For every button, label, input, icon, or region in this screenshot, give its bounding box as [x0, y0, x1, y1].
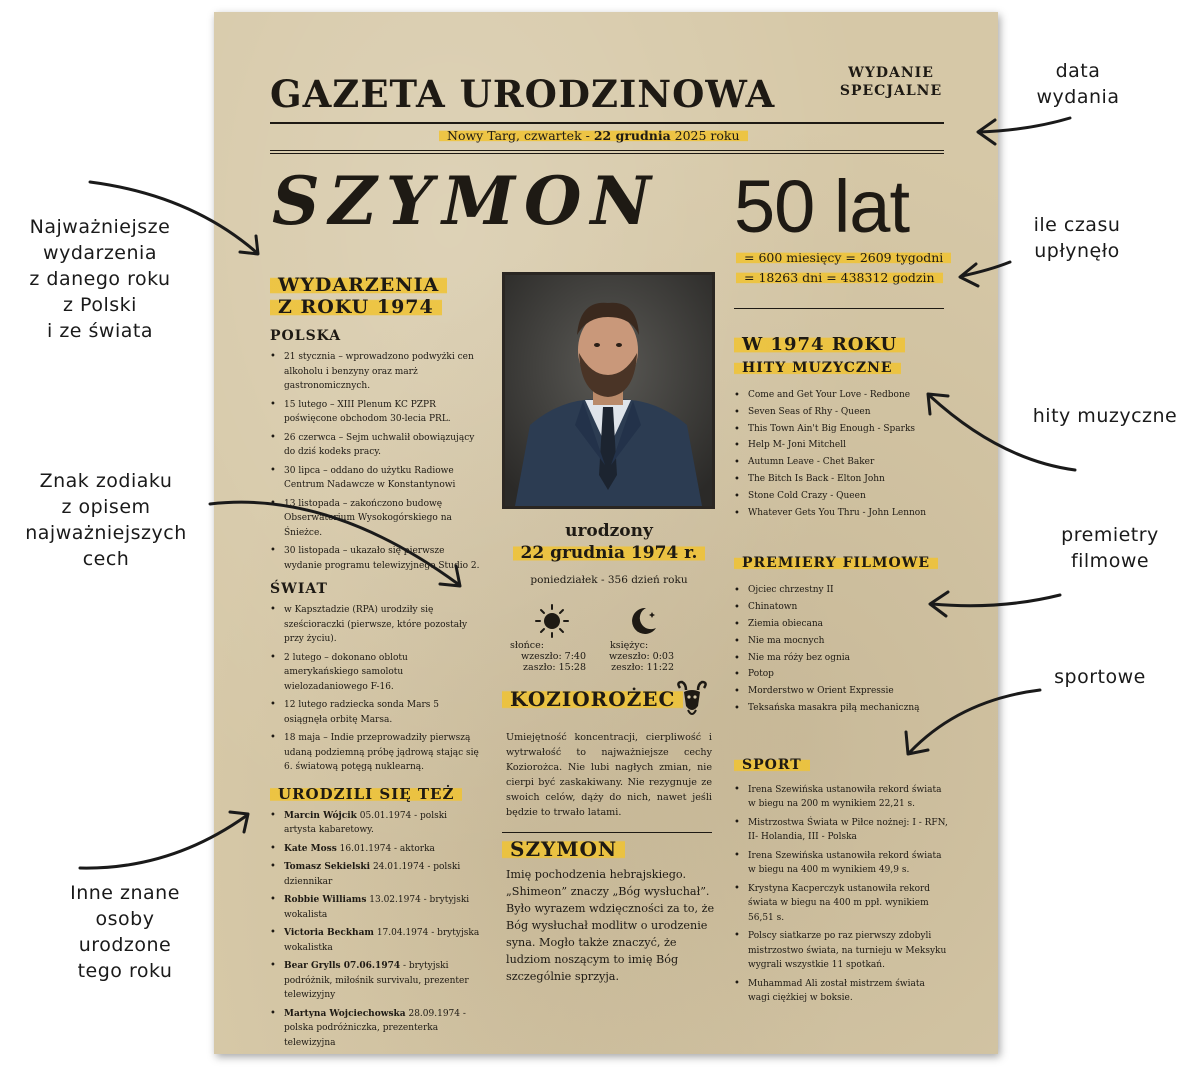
born-person-name: Tomasz Sekielski — [284, 862, 371, 872]
moon-label: księżyc: — [610, 640, 649, 651]
born-person-name: Kate Moss — [284, 843, 337, 854]
music-hit-item: • Come and Get Your Love - Redbone — [734, 388, 949, 404]
year-title-text: W 1974 ROKU — [734, 334, 905, 355]
world-event-item: • 18 maja – Indie przeprowadziły pierwszą udaną podziemną próbę jądrową stając się 6. światową potęgą nuklearną. — [270, 731, 480, 775]
film-premiere-item: • Chinatown — [734, 600, 949, 616]
events-title-line-2: Z ROKU 1974 — [270, 296, 442, 318]
world-event-item: • 2 lutego – dokonano oblotu amerykańskiego samolotu wielozadaniowego F-16. — [270, 651, 480, 695]
poland-title: POLSKA — [270, 328, 342, 344]
born-person-name: Marcin Wójcik — [284, 810, 357, 821]
born-person-name: Martyna Wojciechowska — [284, 1008, 406, 1019]
sport-event-item: • Krystyna Kacperczyk ustanowiła rekord świata w biegu na 400 m ppł. wynikiem 56,51 s. — [734, 882, 949, 926]
born-person-details: 17.04.1974 - brytyjska wokalistka — [284, 928, 480, 953]
annotation-events-line-1: Najważniejsze — [29, 216, 171, 238]
born-person-details: 13.02.1974 - brytyjski wokalista — [284, 895, 470, 920]
film-premiere-item: • Teksańska masakra piłą mechaniczną — [734, 701, 949, 717]
edition-line-2: SPECJALNE — [839, 83, 943, 99]
name-meaning-title-text: SZYMON — [502, 837, 625, 861]
annotation-others-line-3: urodzone — [78, 934, 172, 956]
sunset-time: zaszło: 15:28 — [523, 662, 586, 673]
edition-line-1: WYDANIE — [848, 65, 934, 81]
arrow-events — [90, 182, 256, 252]
zodiac-description: Umiejętność koncentracji, cierpliwość i wytrwałość to najważniejsze cechy Koziorożca. Nie lubi nagłych zmian, nie cierpi być zaskakiwany. Nie rezygnuje ze swoich celów, dąży do nich, nawet jeśli będzie to trwało latami. — [506, 732, 712, 818]
annotation-release-date-line-1: data — [1055, 60, 1101, 82]
born-person-name: Victoria Beckham — [284, 928, 374, 938]
arrow-zodiac — [210, 502, 458, 584]
film-premiere-item: • Nie ma róży bez ognia — [734, 651, 949, 667]
annotation-events-line-2: wydarzenia — [43, 242, 157, 264]
born-too-title-text: URODZILI SIĘ TEŻ — [270, 785, 462, 803]
sport-event-item: • Polscy siatkarze po raz pierwszy zdobyli mistrzostwo świata, na turnieju w Meksyku wygrali wszystkie 11 spotkań. — [734, 929, 949, 973]
born-person-name: Robbie Williams — [284, 895, 367, 905]
born-label: urodzony — [565, 521, 653, 541]
music-hit-item: • Seven Seas of Rhy - Queen — [734, 405, 949, 421]
born-person-details: 28.09.1974 - polska podróżniczka, prezenterka telewizyjna — [284, 1008, 466, 1048]
annotation-others-line-1: Inne znane — [70, 882, 180, 904]
events-title-line-1: WYDARZENIA — [270, 274, 447, 296]
annotation-zodiac-line-1: Znak zodiaku — [39, 470, 173, 492]
sport-title-text: SPORT — [734, 757, 810, 773]
sport-event-item: • Irena Szewińska ustanowiła rekord świata w biegu na 200 m wynikiem 22,21 s. — [734, 783, 949, 812]
annotation-elapsed-line-2: upłynęło — [1034, 240, 1120, 262]
born-date-text: 22 grudnia 1974 r. — [513, 543, 706, 563]
world-event-item: • w Kapsztadzie (RPA) urodziły się sześcioraczki (pierwsze, które pozostały przy życiu). — [270, 603, 480, 647]
music-hit-item: • Help M- Joni Mitchell — [734, 438, 949, 454]
moonrise-time: wzeszło: 0:03 — [609, 651, 674, 662]
music-hit-item: • Stone Cold Crazy - Queen — [734, 489, 949, 505]
world-event-item: • 12 lutego radziecka sonda Mars 5 osiągnęła orbitę Marsa. — [270, 698, 480, 727]
poland-event-item: • 30 listopada – ukazało się pierwsze wydanie programu telewizyjnego Studio 2. — [270, 544, 480, 573]
masthead-title: GAZETA URODZINOWA — [270, 72, 776, 116]
film-premiere-item: • Nie ma mocnych — [734, 634, 949, 650]
film-premiere-item: • Ojciec chrzestny II — [734, 583, 949, 599]
annotation-zodiac-line-2: z opisem — [61, 496, 151, 518]
film-premiere-item: • Ziemia obiecana — [734, 617, 949, 633]
annotation-events-line-3: z danego roku — [29, 268, 171, 290]
weekday-line: poniedziałek - 356 dzień roku — [530, 574, 688, 586]
elapsed-line-1: = 600 miesięcy = 2609 tygodni — [736, 250, 951, 265]
annotation-others-line-2: osoby — [95, 908, 155, 930]
poland-event-item: • 15 lutego – XIII Plenum KC PZPR poświęcone obchodom 30-lecia PRL. — [270, 398, 480, 427]
sport-event-item: • Muhammad Ali został mistrzem świata wagi ciężkiej w boksie. — [734, 977, 949, 1006]
annotation-elapsed-line-1: ile czasu — [1033, 214, 1121, 236]
music-hit-item: • The Bitch Is Back - Elton John — [734, 472, 949, 488]
annotation-zodiac-line-3: najważniejszych — [25, 522, 187, 544]
annotation-zodiac-line-4: cech — [82, 548, 130, 570]
arrow-others — [80, 816, 246, 868]
born-person-details: - brytyjski podróżnik, miłośnik survivalu, prezenter telewizyjny — [284, 961, 469, 1000]
name-meaning-text: Imię pochodzenia hebrajskiego. „Shimeon” znaczy „Bóg wysłuchał”. Było wyrazem wdzięczności za to, że Bóg wysłuchał modlitw o urodzenie syna. Mogło także znaczyć, że ludziom noszącym to imię Bóg szczególnie sprzyja. — [506, 868, 715, 983]
moonset-time: zeszło: 11:22 — [611, 662, 674, 673]
headline-name: SZYMON — [272, 162, 660, 240]
music-title-text: HITY MUZYCZNE — [734, 360, 901, 376]
born-person-details: 05.01.1974 - polski artysta kabaretowy. — [284, 810, 448, 835]
born-person-details: 16.01.1974 - aktorka — [336, 843, 435, 854]
headline-age: 50 lat — [734, 165, 910, 248]
born-person-details: 24.01.1974 - polski dziennikar — [284, 862, 461, 887]
annotation-others-line-4: tego roku — [77, 960, 173, 982]
annotation-events-line-5: i ze świata — [47, 320, 153, 342]
annotation-sport-line-1: sportowe — [1054, 666, 1146, 688]
annotation-music-line-1: hity muzyczne — [1032, 405, 1178, 427]
poland-event-item: • 30 lipca – oddano do użytku Radiowe Centrum Nadawcze w Konstantynowi — [270, 464, 480, 493]
sunrise-time: wzeszło: 7:40 — [521, 651, 586, 662]
dateline-suffix: 2025 roku — [670, 128, 740, 143]
dateline-date: 22 grudnia — [593, 128, 671, 143]
music-hit-item: • Autumn Leave - Chet Baker — [734, 455, 949, 471]
annotation-events-line-4: z Polski — [63, 294, 137, 316]
poland-event-item: • 21 stycznia – wprowadzono podwyżki cen alkoholu i benzyny oraz marż gastronomicznych. — [270, 350, 480, 394]
films-title-text: PREMIERY FILMOWE — [734, 555, 938, 571]
annotation-films-line-1: premietry — [1061, 524, 1159, 546]
arrow-music — [930, 396, 1075, 470]
annotation-release-date-line-2: wydania — [1036, 86, 1120, 108]
arrow-sport — [910, 690, 1040, 752]
music-hit-item: • Whatever Gets You Thru - John Lennon — [734, 506, 949, 522]
born-person-name: Bear Grylls 07.06.1974 — [284, 961, 401, 971]
elapsed-line-2: = 18263 dni = 438312 godzin — [736, 270, 943, 285]
zodiac-title-text: KOZIOROŻEC — [502, 687, 683, 711]
sun-label: słońce: — [510, 640, 544, 651]
annotation-films-line-2: filmowe — [1070, 550, 1150, 572]
world-title: ŚWIAT — [270, 581, 328, 597]
sport-event-item: • Irena Szewińska ustanowiła rekord świata w biegu na 400 m wynikiem 49,9 s. — [734, 849, 949, 878]
arrow-films — [932, 595, 1060, 606]
music-hit-item: • This Town Ain't Big Enough - Sparks — [734, 422, 949, 438]
poland-event-item: • 26 czerwca – Sejm uchwalił obowiązujący do dziś kodeks pracy. — [270, 431, 480, 460]
sport-event-item: • Mistrzostwa Świata w Piłce nożnej: I - RFN, II- Holandia, III - Polska — [734, 816, 949, 845]
dateline-prefix: Nowy Targ, czwartek - — [447, 128, 594, 143]
film-premiere-item: • Morderstwo w Orient Expressie — [734, 684, 949, 700]
film-premiere-item: • Potop — [734, 667, 949, 683]
poland-event-item: • 13 listopada – zakończono budowę Obserwatorium Wysokogórskiego na Śnieżce. — [270, 497, 480, 541]
